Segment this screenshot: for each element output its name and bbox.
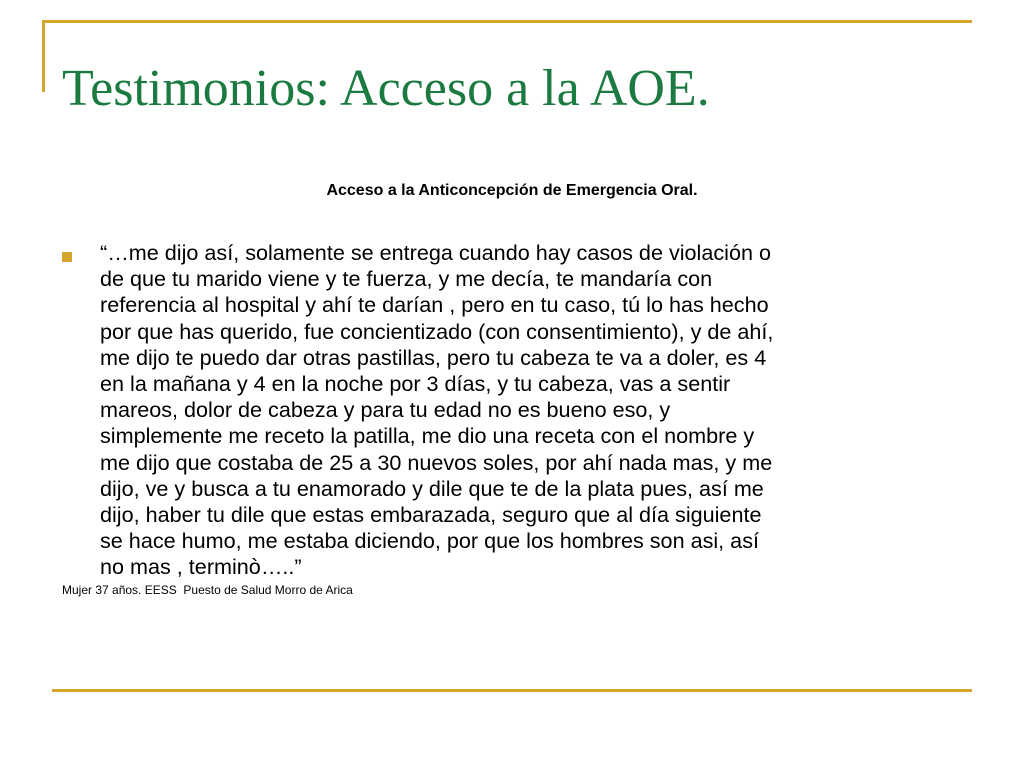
testimony-attribution: Mujer 37 años. EESS Puesto de Salud Morro de Arica: [62, 583, 353, 597]
quote-line: “…me dijo así, solamente se entrega cuando hay casos de violación o: [100, 240, 771, 265]
top-divider-line: [42, 20, 972, 23]
quote-line: mareos, dolor de cabeza y para tu edad no es bueno eso, y: [100, 397, 671, 423]
testimony-quote: [100, 240, 950, 581]
quote-line: se hace humo, me estaba diciendo, por que los hombres son asi, así: [100, 528, 759, 554]
slide-title: Testimonios: Acceso a la AOE.: [62, 60, 710, 117]
quote-line: me dijo que costaba de 25 a 30 nuevos soles, por ahí nada mas, y me: [100, 449, 773, 475]
quote-line: por que has querido, fue concientizado (con consentimiento), y de ahí,: [100, 318, 774, 344]
quote-line: simplemente me receto la patilla, me dio una receta con el nombre y: [100, 423, 755, 449]
quote-line: referencia al hospital y ahí te darían , pero en tu caso, tú lo has hecho: [100, 292, 769, 318]
quote-line: dijo, ve y busca a tu enamorado y dile que te de la plata pues, así me: [100, 475, 764, 501]
quote-line: de que tu marido viene y te fuerza, y me decía, te mandaría con: [100, 266, 713, 292]
slide-subtitle: Acceso a la Anticoncepción de Emergencia Oral.: [326, 182, 698, 199]
quote-line: dijo, haber tu dile que estas embarazada, seguro que al día siguiente: [100, 502, 762, 528]
quote-line: me dijo te puedo dar otras pastillas, pero tu cabeza te va a doler, es 4: [100, 344, 767, 370]
quote-line: en la mañana y 4 en la noche por 3 días, y tu cabeza, vas a sentir: [100, 371, 731, 397]
quote-line: no mas , terminò…..”: [100, 554, 302, 580]
square-bullet-icon: [62, 252, 72, 262]
bottom-divider-line: [52, 689, 972, 692]
left-divider-line: [42, 20, 45, 92]
